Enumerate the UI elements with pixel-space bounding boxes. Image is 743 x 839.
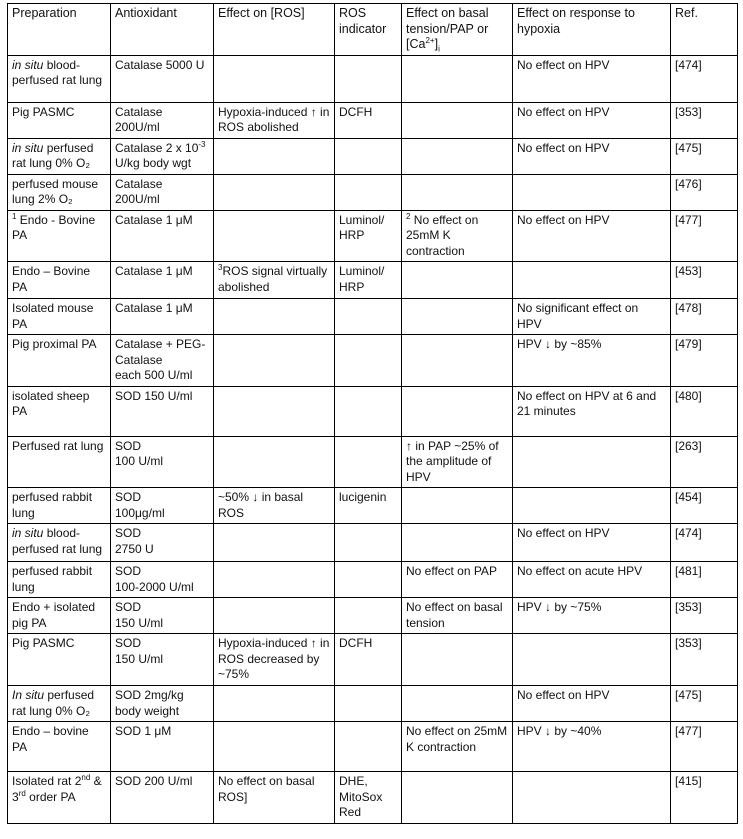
column-header: ROS indicator	[335, 4, 402, 56]
table-cell	[214, 524, 335, 562]
table-cell	[214, 562, 335, 598]
table-cell: SOD 150 U/ml	[111, 634, 214, 686]
table-row	[8, 634, 738, 686]
column-header: Effect on basal tension/PAP or $[Ca^{2+}]_i$	[402, 4, 513, 56]
table-cell: [475]	[671, 686, 738, 722]
table-cell: isolated sheep PA	[8, 386, 111, 436]
table-cell: Luminol/ HRP	[335, 262, 402, 299]
table-cell: lucigenin	[335, 488, 402, 524]
table-cell	[335, 524, 402, 562]
table-cell: Pig PASMC	[8, 634, 111, 686]
table-row	[8, 488, 738, 524]
table-cell	[335, 55, 402, 102]
table-cell	[335, 722, 402, 772]
table-cell	[335, 598, 402, 634]
table-cell: SOD 150 U/ml	[111, 386, 214, 436]
table-cell: $^1$ Endo - Bovine PA	[8, 210, 111, 262]
table-cell: Endo – bovine PA	[8, 722, 111, 772]
table-cell	[335, 436, 402, 488]
table-row	[8, 174, 738, 210]
table-cell: Catalase + PEG-Catalase each 500 U/ml	[111, 335, 214, 387]
table-cell: SOD 2750 U	[111, 524, 214, 562]
table-cell: DCFH	[335, 102, 402, 138]
table-cell: No effect on HPV	[513, 524, 671, 562]
table-cell	[402, 299, 513, 335]
column-header: Effect on response to hypoxia	[513, 4, 671, 56]
table-cell	[335, 335, 402, 387]
table-cell: [474]	[671, 55, 738, 102]
table-cell: No effect on 25mM K contraction	[402, 722, 513, 772]
table-cell: No effect on HPV	[513, 55, 671, 102]
table-cell: [480]	[671, 386, 738, 436]
table-cell: [477]	[671, 722, 738, 772]
table-cell: No effect on HPV	[513, 138, 671, 174]
table-cell: Perfused rat lung	[8, 436, 111, 488]
table-cell: SOD 100-2000 U/ml	[111, 562, 214, 598]
table-cell: SOD 1 μM	[111, 722, 214, 772]
table-row	[8, 262, 738, 299]
table-cell	[335, 386, 402, 436]
table-cell: [481]	[671, 562, 738, 598]
table-cell	[402, 488, 513, 524]
table-cell: [353]	[671, 598, 738, 634]
table-cell: $^2$ No effect on 25mM K contraction	[402, 210, 513, 262]
table-cell	[214, 210, 335, 262]
table-cell: Catalase 1 μM	[111, 299, 214, 335]
column-header: Preparation	[8, 4, 111, 56]
table-cell: SOD 200 U/ml	[111, 772, 214, 824]
table-cell	[402, 138, 513, 174]
table-cell: ~50% ↓ in basal ROS	[214, 488, 335, 524]
table-cell: No effect on HPV	[513, 686, 671, 722]
table-cell	[402, 55, 513, 102]
table-cell	[513, 262, 671, 299]
table-cell: [477]	[671, 210, 738, 262]
table-cell: perfused rabbit lung	[8, 562, 111, 598]
table-cell	[402, 262, 513, 299]
table-cell: No effect on HPV at 6 and 21 minutes	[513, 386, 671, 436]
column-header: Antioxidant	[111, 4, 214, 56]
table-cell: Catalase 200U/ml	[111, 102, 214, 138]
table-cell	[402, 102, 513, 138]
table-cell: perfused rabbit lung	[8, 488, 111, 524]
table-cell: [263]	[671, 436, 738, 488]
table-cell	[513, 772, 671, 824]
table-cell	[214, 335, 335, 387]
table-cell	[214, 436, 335, 488]
table-cell	[402, 772, 513, 824]
table-cell	[402, 524, 513, 562]
table-cell: Endo + isolated pig PA	[8, 598, 111, 634]
table-cell: No effect on basal tension	[402, 598, 513, 634]
table-row	[8, 772, 738, 824]
table-cell: Endo – Bovine PA	[8, 262, 111, 299]
table-cell: [476]	[671, 174, 738, 210]
table-cell: HPV ↓ by ~85%	[513, 335, 671, 387]
table-cell	[402, 174, 513, 210]
table-cell: Catalase 1 μM	[111, 262, 214, 299]
table-cell: HPV ↓ by ~75%	[513, 598, 671, 634]
table-cell: $^3$ROS signal virtually abolished	[214, 262, 335, 299]
table-cell	[335, 138, 402, 174]
table-cell	[214, 138, 335, 174]
table-cell: Pig proximal PA	[8, 335, 111, 387]
table-row	[8, 562, 738, 598]
table-cell: HPV ↓ by ~40%	[513, 722, 671, 772]
column-header: Effect on [ROS]	[214, 4, 335, 56]
table-row	[8, 138, 738, 174]
table-cell	[214, 386, 335, 436]
table-cell: [479]	[671, 335, 738, 387]
table-cell: [353]	[671, 102, 738, 138]
table-cell	[402, 386, 513, 436]
table-cell: No effect on acute HPV	[513, 562, 671, 598]
table-cell	[214, 174, 335, 210]
table-cell: No effect on basal ROS]	[214, 772, 335, 824]
table-row	[8, 598, 738, 634]
table-cell: [475]	[671, 138, 738, 174]
table-cell: Isolated mouse PA	[8, 299, 111, 335]
table-row	[8, 686, 738, 722]
table-cell: [353]	[671, 634, 738, 686]
table-cell: SOD 100 U/ml	[111, 436, 214, 488]
table-cell: DHE, MitoSox Red	[335, 772, 402, 824]
table-cell	[402, 335, 513, 387]
table-cell	[513, 488, 671, 524]
table-cell	[214, 722, 335, 772]
table-row	[8, 722, 738, 772]
table-body	[8, 55, 738, 823]
table-row	[8, 102, 738, 138]
table-cell: Luminol/ HRP	[335, 210, 402, 262]
table-cell	[214, 686, 335, 722]
table-cell: No significant effect on HPV	[513, 299, 671, 335]
table-cell: in situ blood-perfused rat lung	[8, 55, 111, 102]
table-cell: in situ perfused rat lung 0% O₂	[8, 138, 111, 174]
table-cell: [454]	[671, 488, 738, 524]
table-row	[8, 436, 738, 488]
table-cell	[513, 634, 671, 686]
table-cell	[335, 174, 402, 210]
table-cell: DCFH	[335, 634, 402, 686]
table-cell	[513, 436, 671, 488]
table-cell: No effect on HPV	[513, 102, 671, 138]
table-cell: ↑ in PAP ~25% of the amplitude of HPV	[402, 436, 513, 488]
table-cell	[214, 55, 335, 102]
table-cell: in situ blood-perfused rat lung	[8, 524, 111, 562]
table-cell: Hypoxia-induced ↑ in ROS abolished	[214, 102, 335, 138]
table-cell	[402, 686, 513, 722]
table-cell: [478]	[671, 299, 738, 335]
table-cell: Catalase 200U/ml	[111, 174, 214, 210]
table-cell	[402, 634, 513, 686]
table-row	[8, 335, 738, 387]
table-cell: Catalase 1 μM	[111, 210, 214, 262]
table-cell: Isolated rat 2nd & 3rd order PA	[8, 772, 111, 824]
table-header-row	[8, 4, 738, 56]
table-cell: No effect on HPV	[513, 210, 671, 262]
table-cell: Catalase 5000 U	[111, 55, 214, 102]
table-cell: No effect on PAP	[402, 562, 513, 598]
table-cell	[335, 299, 402, 335]
table-cell	[214, 598, 335, 634]
table-cell: In situ perfused rat lung 0% O₂	[8, 686, 111, 722]
table-cell	[335, 686, 402, 722]
table-cell: [474]	[671, 524, 738, 562]
column-header: Ref.	[671, 4, 738, 56]
table-cell: [415]	[671, 772, 738, 824]
table-cell: SOD 2mg/kg body weight	[111, 686, 214, 722]
antioxidant-effects-table	[7, 3, 738, 824]
table-row	[8, 210, 738, 262]
table-row	[8, 386, 738, 436]
table-cell	[335, 562, 402, 598]
table-cell: SOD 100μg/ml	[111, 488, 214, 524]
table-row	[8, 55, 738, 102]
table-cell: Catalase 2 x $10^{-3}$ U/kg body wgt	[111, 138, 214, 174]
table-cell	[513, 174, 671, 210]
table-cell: SOD 150 U/ml	[111, 598, 214, 634]
table-cell: [453]	[671, 262, 738, 299]
table-cell: Hypoxia-induced ↑ in ROS decreased by ~75%	[214, 634, 335, 686]
table-cell	[214, 299, 335, 335]
table-row	[8, 299, 738, 335]
table-cell: perfused mouse lung 2% O₂	[8, 174, 111, 210]
table-cell: Pig PASMC	[8, 102, 111, 138]
table-row	[8, 524, 738, 562]
